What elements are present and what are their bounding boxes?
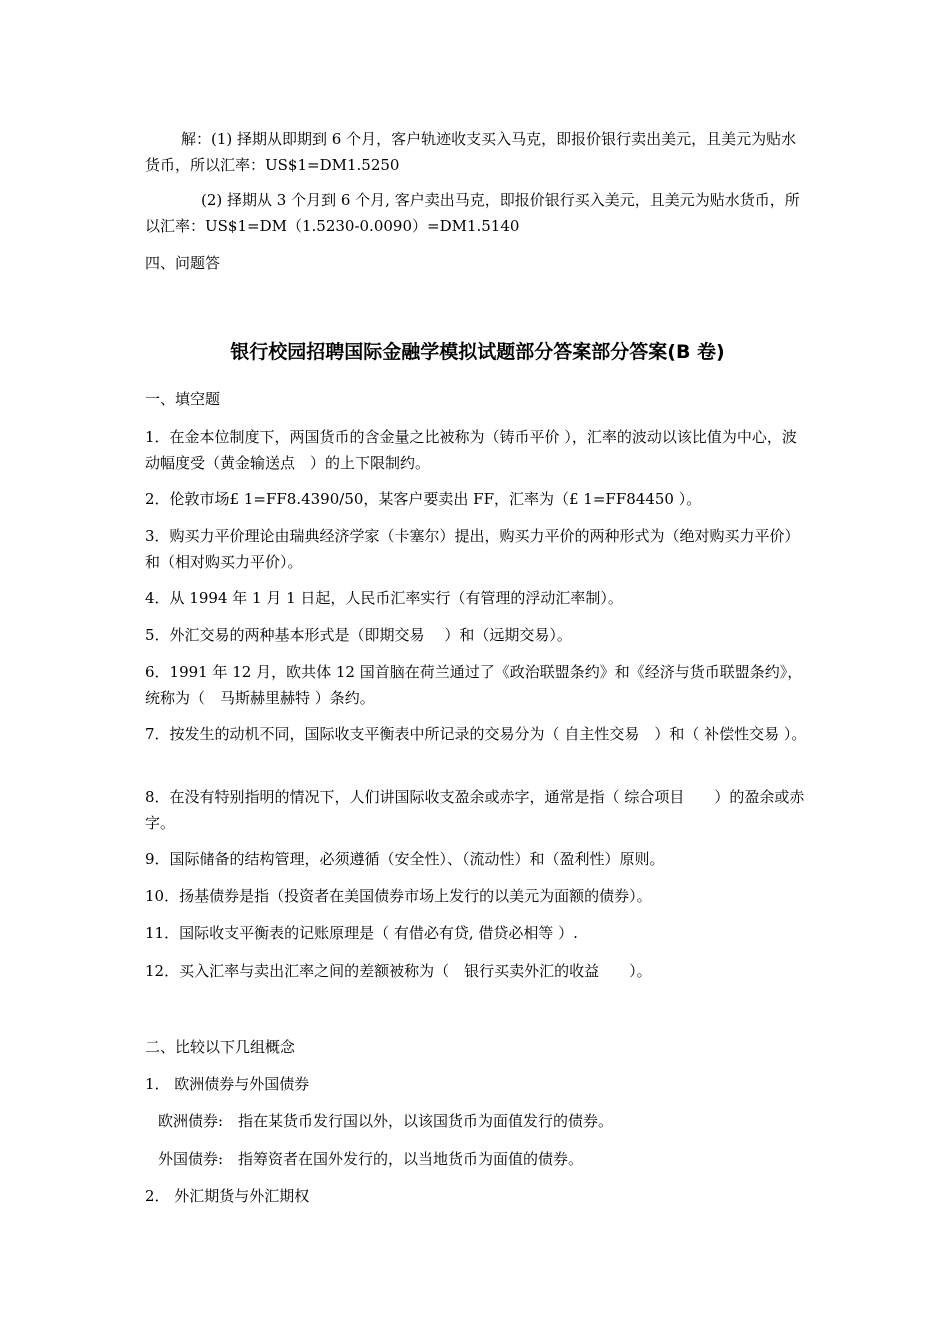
solution-paragraph-2: (2) 择期从 3 个月到 6 个月, 客户卖出马克，即报价银行买入美元，且美元为贴水货币，所以汇率：US$1=DM（1.5230-0.0090）=DM1.5140 — [145, 191, 800, 235]
fill-blank-item-1: 1．在金本位制度下，两国货币的含金量之比被称为（铸币平价 ），汇率的波动以该比值为中心，波动幅度受（黄金输送点 ）的上下限制约。 — [145, 428, 797, 472]
fill-blank-item-5: 5．外汇交易的两种基本形式是（即期交易 ）和（远期交易）。 — [145, 626, 572, 644]
fill-blank-item-12: 12．买入汇率与卖出汇率之间的差额被称为（ 银行买卖外汇的收益 ）。 — [145, 962, 652, 980]
fill-blank-item-3: 3．购买力平价理论由瑞典经济学家（卡塞尔）提出，购买力平价的两种形式为（绝对购买力平价）和（相对购买力平价）。 — [145, 527, 800, 571]
fill-blank-item-11: 11．国际收支平衡表的记账原理是（ 有借必有贷, 借贷必相等 ）. — [145, 924, 578, 942]
definition-eurobond: 欧洲债券: 指在某货币发行国以外，以该国货币为面值发行的债券。 — [158, 1112, 614, 1130]
fill-blank-item-10: 10．扬基债券是指（投资者在美国债券市场上发行的以美元为面额的债券）。 — [145, 887, 652, 905]
section-2-heading: 二、比较以下几组概念 — [145, 1038, 296, 1056]
fill-blank-item-7: 7．按发生的动机不同，国际收支平衡表中所记录的交易分为（ 自主性交易 ）和（ 补偿性交易 ）。 — [145, 725, 807, 743]
concept-item-2: 2． 外汇期货与外汇期权 — [145, 1187, 310, 1205]
concept-item-1: 1． 欧洲债券与外国债券 — [145, 1075, 310, 1093]
fill-blank-item-8: 8．在没有特别指明的情况下，人们讲国际收支盈余或赤字，通常是指（ 综合项目 ）的盈余或赤字。 — [145, 788, 805, 832]
solution-paragraph-1: 解：(1) 择期从即期到 6 个月，客户轨迹收支买入马克，即报价银行卖出美元，且美元为贴水货币，所以汇率：US$1=DM1.5250 — [145, 130, 797, 174]
fill-blank-item-4: 4．从 1994 年 1 月 1 日起，人民币汇率实行（有管理的浮动汇率制）。 — [145, 589, 623, 607]
fill-blank-item-6: 6．1991 年 12 月，欧共体 12 国首脑在荷兰通过了《政治联盟条约》和《经济与货币联盟条约》，统称为（ 马斯赫里赫特 ）条约。 — [145, 663, 803, 707]
section-1-heading: 一、填空题 — [145, 390, 221, 408]
document-title: 银行校园招聘国际金融学模拟试题部分答案部分答案(B 卷) — [230, 341, 725, 363]
definition-foreign-bond: 外国债券: 指筹资者在国外发行的，以当地货币为面值的债券。 — [158, 1150, 584, 1168]
fill-blank-item-9: 9．国际储备的结构管理，必须遵循（安全性）、（流动性）和（盈利性）原则。 — [145, 850, 665, 868]
fill-blank-item-2: 2．伦敦市场£ 1=FF8.4390/50，某客户要卖出 FF，汇率为（£ 1=FF84450 ）。 — [145, 490, 702, 508]
section-4-heading: 四、问题答 — [145, 254, 221, 272]
